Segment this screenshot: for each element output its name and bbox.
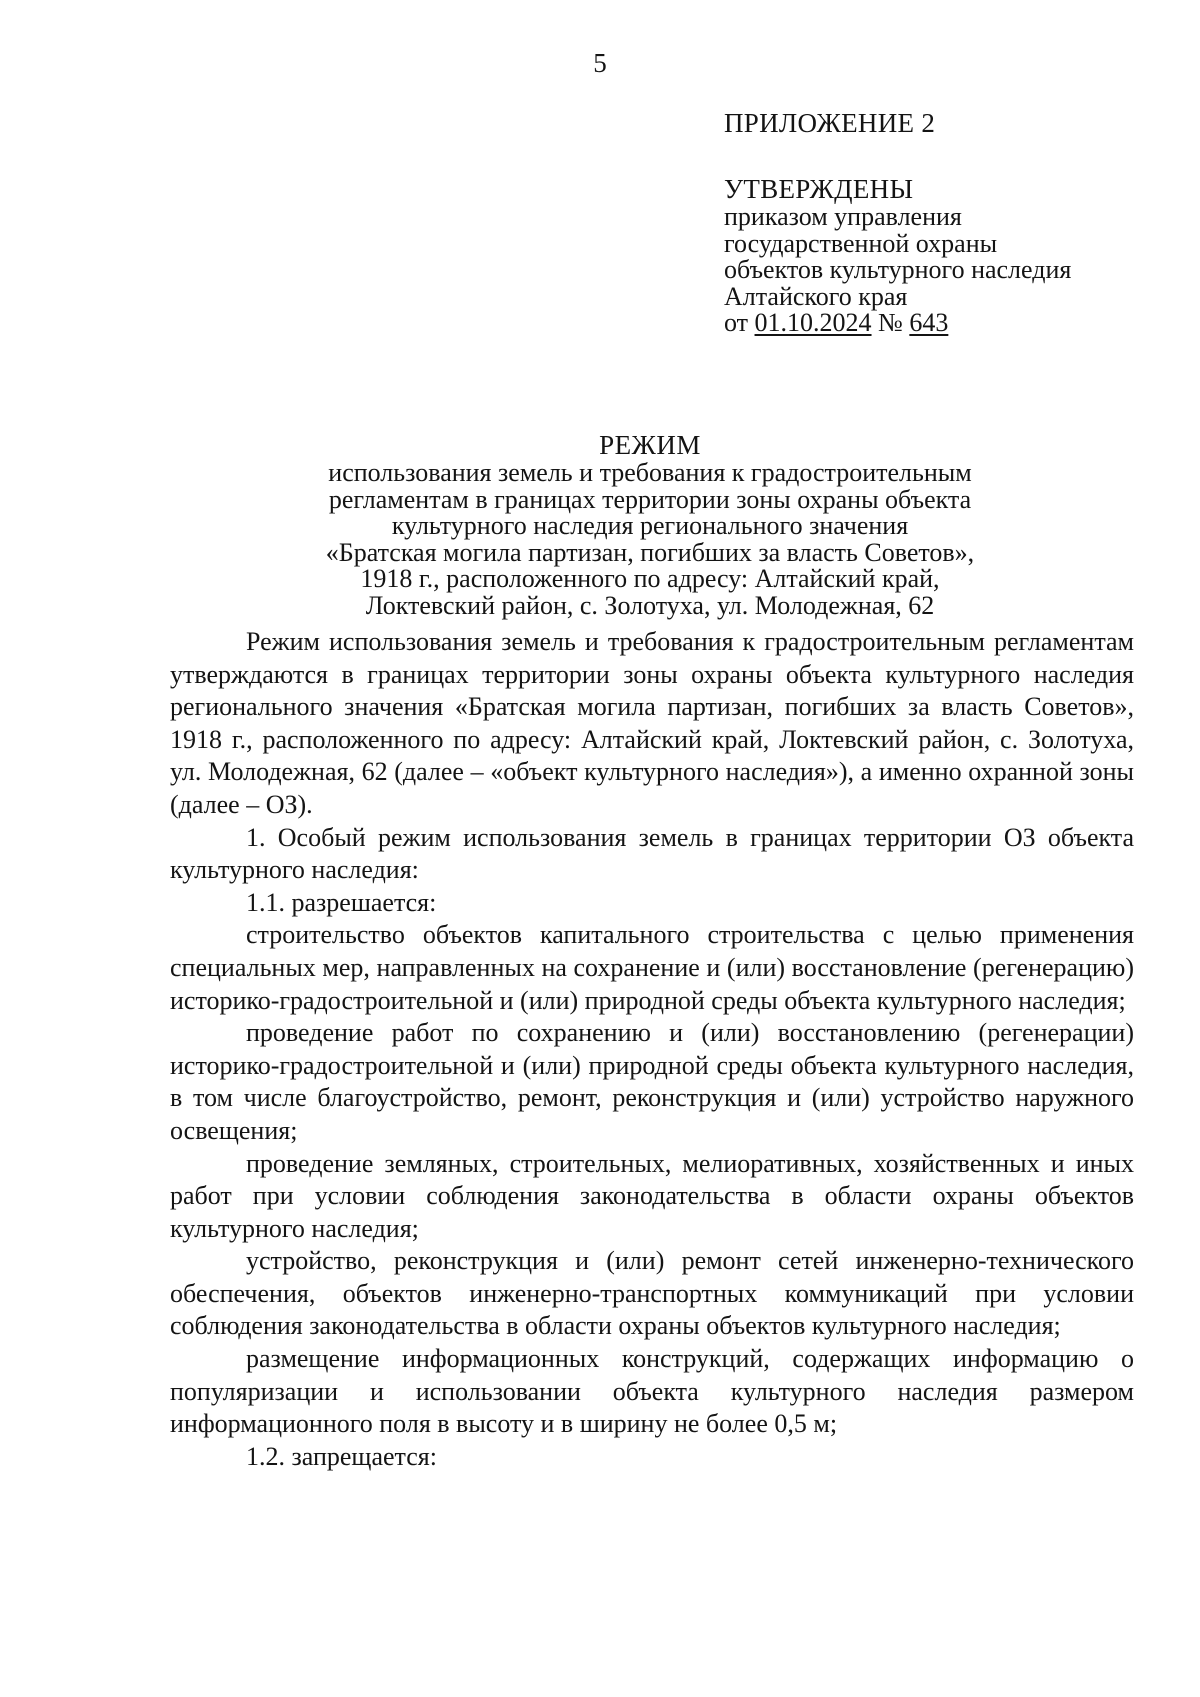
document-subtitle-line: культурного наследия регионального значения [391, 511, 909, 540]
document-title: РЕЖИМ [599, 430, 701, 460]
approval-title: УТВЕРЖДЕНЫ [724, 174, 914, 204]
permitted-item: размещение информационных конструкций, содержащих информацию о популяризации и использовании объекта культурного наследия размером информационного поля в высоту и в ширину не более 0,5 м; [170, 1344, 1134, 1439]
approval-line: приказом управления [724, 202, 962, 231]
order-date: 01.10.2024 [754, 308, 872, 337]
document-subtitle-line: использования земель и требования к градостроительным [328, 458, 972, 487]
number-prefix: № [871, 308, 910, 337]
document-subtitle-line: «Братская могила партизан, погибших за власть Советов», [325, 537, 975, 567]
order-number: 643 [909, 308, 949, 337]
approval-order-date-number [724, 310, 1164, 337]
appendix-label: ПРИЛОЖЕНИЕ 2 [724, 108, 936, 138]
permitted-item: проведение земляных, строительных, мелиоративных, хозяйственных и иных работ при условии соблюдения законодательства в области охраны объектов культурного наследия; [170, 1148, 1134, 1243]
date-prefix: от [724, 308, 755, 337]
document-subtitle-line: регламентам в границах территории зоны охраны объекта [328, 484, 972, 514]
approval-line: объектов культурного наследия [724, 255, 1072, 284]
permitted-item: проведение работ по сохранению и (или) восстановлению (регенерации) историко-градостроительной и (или) природной среды объекта культурного наследия, в том числе благоустройство, ремонт, реконструкция и (или) устройство наружного освещения; [170, 1018, 1134, 1145]
subsection-1-2-heading: 1.2. запрещается: [246, 1441, 437, 1471]
document-subtitle-line: Локтевский район, с. Золотуха, ул. Молодежная, 62 [365, 590, 935, 620]
page-number: 5 [593, 48, 607, 78]
approval-line: Алтайского края [724, 281, 908, 311]
approval-line: государственной охраны [724, 228, 998, 258]
section-1-paragraph: 1. Особый режим использования земель в границах территории ОЗ объекта культурного наследия: [170, 822, 1134, 885]
permitted-item: устройство, реконструкция и (или) ремонт сетей инженерно-технического обеспечения, объектов инженерно-транспортных коммуникаций при условии соблюдения законодательства в области охраны объектов культурного наследия; [170, 1246, 1134, 1341]
document-body [170, 626, 1134, 1473]
approval-block [724, 174, 1164, 337]
document-subtitle-line: 1918 г., расположенного по адресу: Алтайский край, [360, 564, 940, 593]
intro-paragraph: Режим использования земель и требования к градостроительным регламентам утверждаются в границах территории зоны охраны объекта культурного наследия регионального значения «Братская могила партизан, погибших за власть Советов», 1918 г., расположенного по адресу: Алтайский край, Локтевский район, с. Золотуха, ул. Молодежная, 62 (далее – «объект культурного наследия»), а именно охранной зоны (далее – ОЗ). [170, 627, 1134, 819]
document-title-block [200, 430, 1100, 619]
permitted-item: строительство объектов капитального строительства с целью применения специальных мер, направленных на сохранение и (или) восстановление (регенерацию) историко-градостроительной и (или) природной среды объекта культурного наследия; [170, 920, 1134, 1015]
subsection-1-1-heading: 1.1. разрешается: [246, 887, 437, 917]
